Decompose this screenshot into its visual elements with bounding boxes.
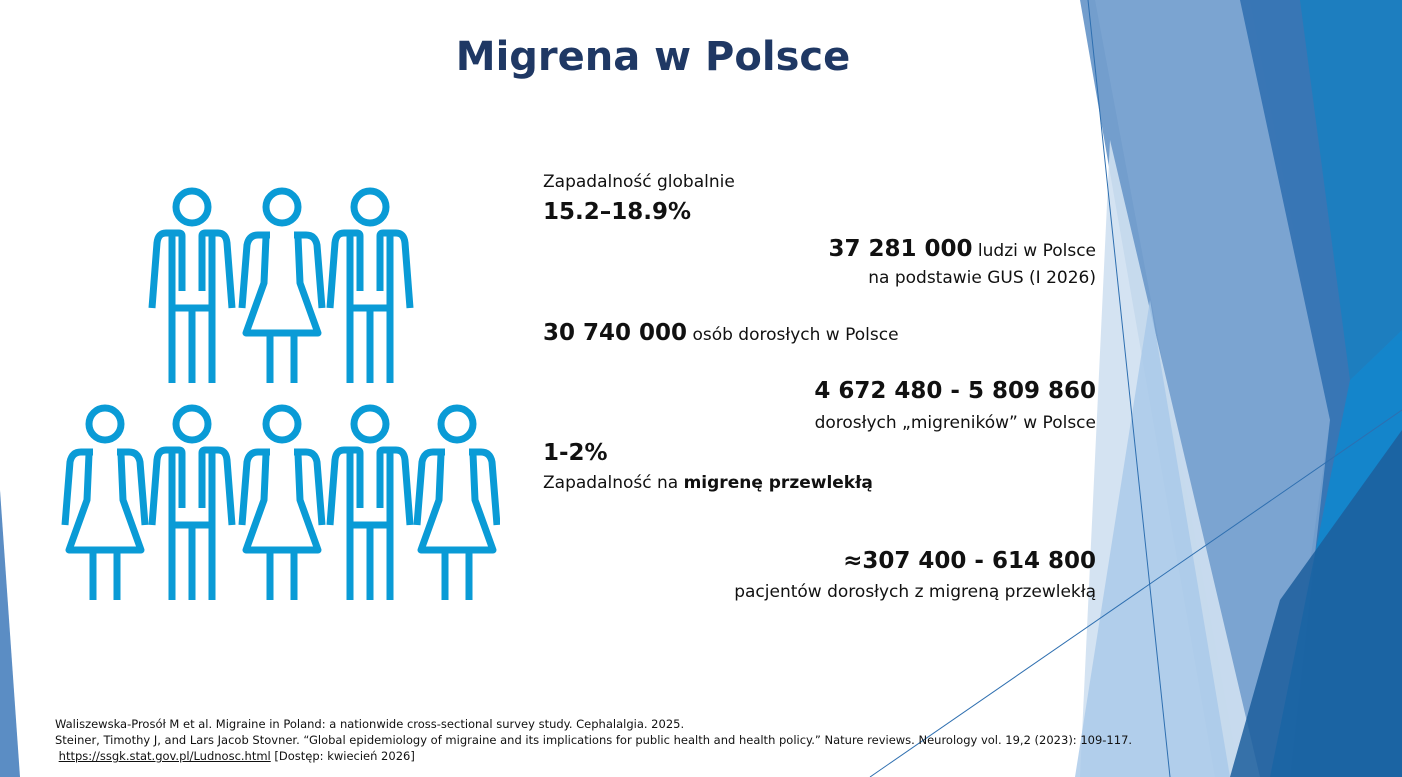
female-figure-icon — [242, 191, 322, 383]
migraineurs-label: dorosłych „migreników” w Polsce — [814, 413, 1096, 433]
male-figure-icon — [330, 408, 410, 600]
adults-suffix: osób dorosłych w Polsce — [687, 325, 899, 345]
people-illustration — [60, 178, 500, 603]
chronic-patients-value: ≈307 400 - 614 800 — [843, 548, 1096, 574]
female-figure-icon — [65, 408, 145, 600]
global-incidence-label: Zapadalność globalnie — [543, 172, 735, 192]
male-figure-icon — [152, 191, 232, 383]
adults-stat — [543, 320, 899, 346]
page-title: Migrena w Polsce — [455, 34, 851, 80]
chronic-label-prefix: Zapadalność na — [543, 473, 684, 493]
population-suffix: ludzi w Polsce — [972, 241, 1096, 261]
adults-value: 30 740 000 — [543, 320, 688, 346]
gus-link[interactable]: https://ssgk.stat.gov.pl/Ludnosc.html — [58, 749, 271, 763]
population-stat — [828, 236, 1096, 262]
reference-3 — [55, 748, 1132, 764]
male-figure-icon — [330, 191, 410, 383]
global-incidence-value: 15.2–18.9% — [543, 199, 692, 225]
population-value: 37 281 000 — [828, 236, 973, 262]
female-figure-icon — [417, 408, 497, 600]
migraineurs-value: 4 672 480 - 5 809 860 — [814, 378, 1096, 404]
references — [55, 716, 1132, 764]
reference-2: Steiner, Timothy J, and Lars Jacob Stovner. “Global epidemiology of migraine and its implications for public health and health policy.” Nature reviews. Neurology vol. 19,2 (2023): 109-117. — [55, 733, 1133, 747]
chronic-incidence-label — [543, 473, 873, 493]
chronic-incidence-value: 1-2% — [543, 440, 608, 466]
chronic-patients-label: pacjentów dorosłych z migreną przewlekłą — [734, 582, 1096, 602]
link-suffix: [Dostęp: kwiecień 2026] — [270, 749, 415, 763]
female-figure-icon — [242, 408, 322, 600]
reference-1: Waliszewska-Prosół M et al. Migraine in Poland: a nationwide cross-sectional survey study. Cephalalgia. 2025. — [55, 717, 685, 731]
chronic-label-bold: migrenę przewlekłą — [683, 473, 873, 493]
population-source: na podstawie GUS (I 2026) — [868, 268, 1096, 288]
male-figure-icon — [152, 408, 232, 600]
